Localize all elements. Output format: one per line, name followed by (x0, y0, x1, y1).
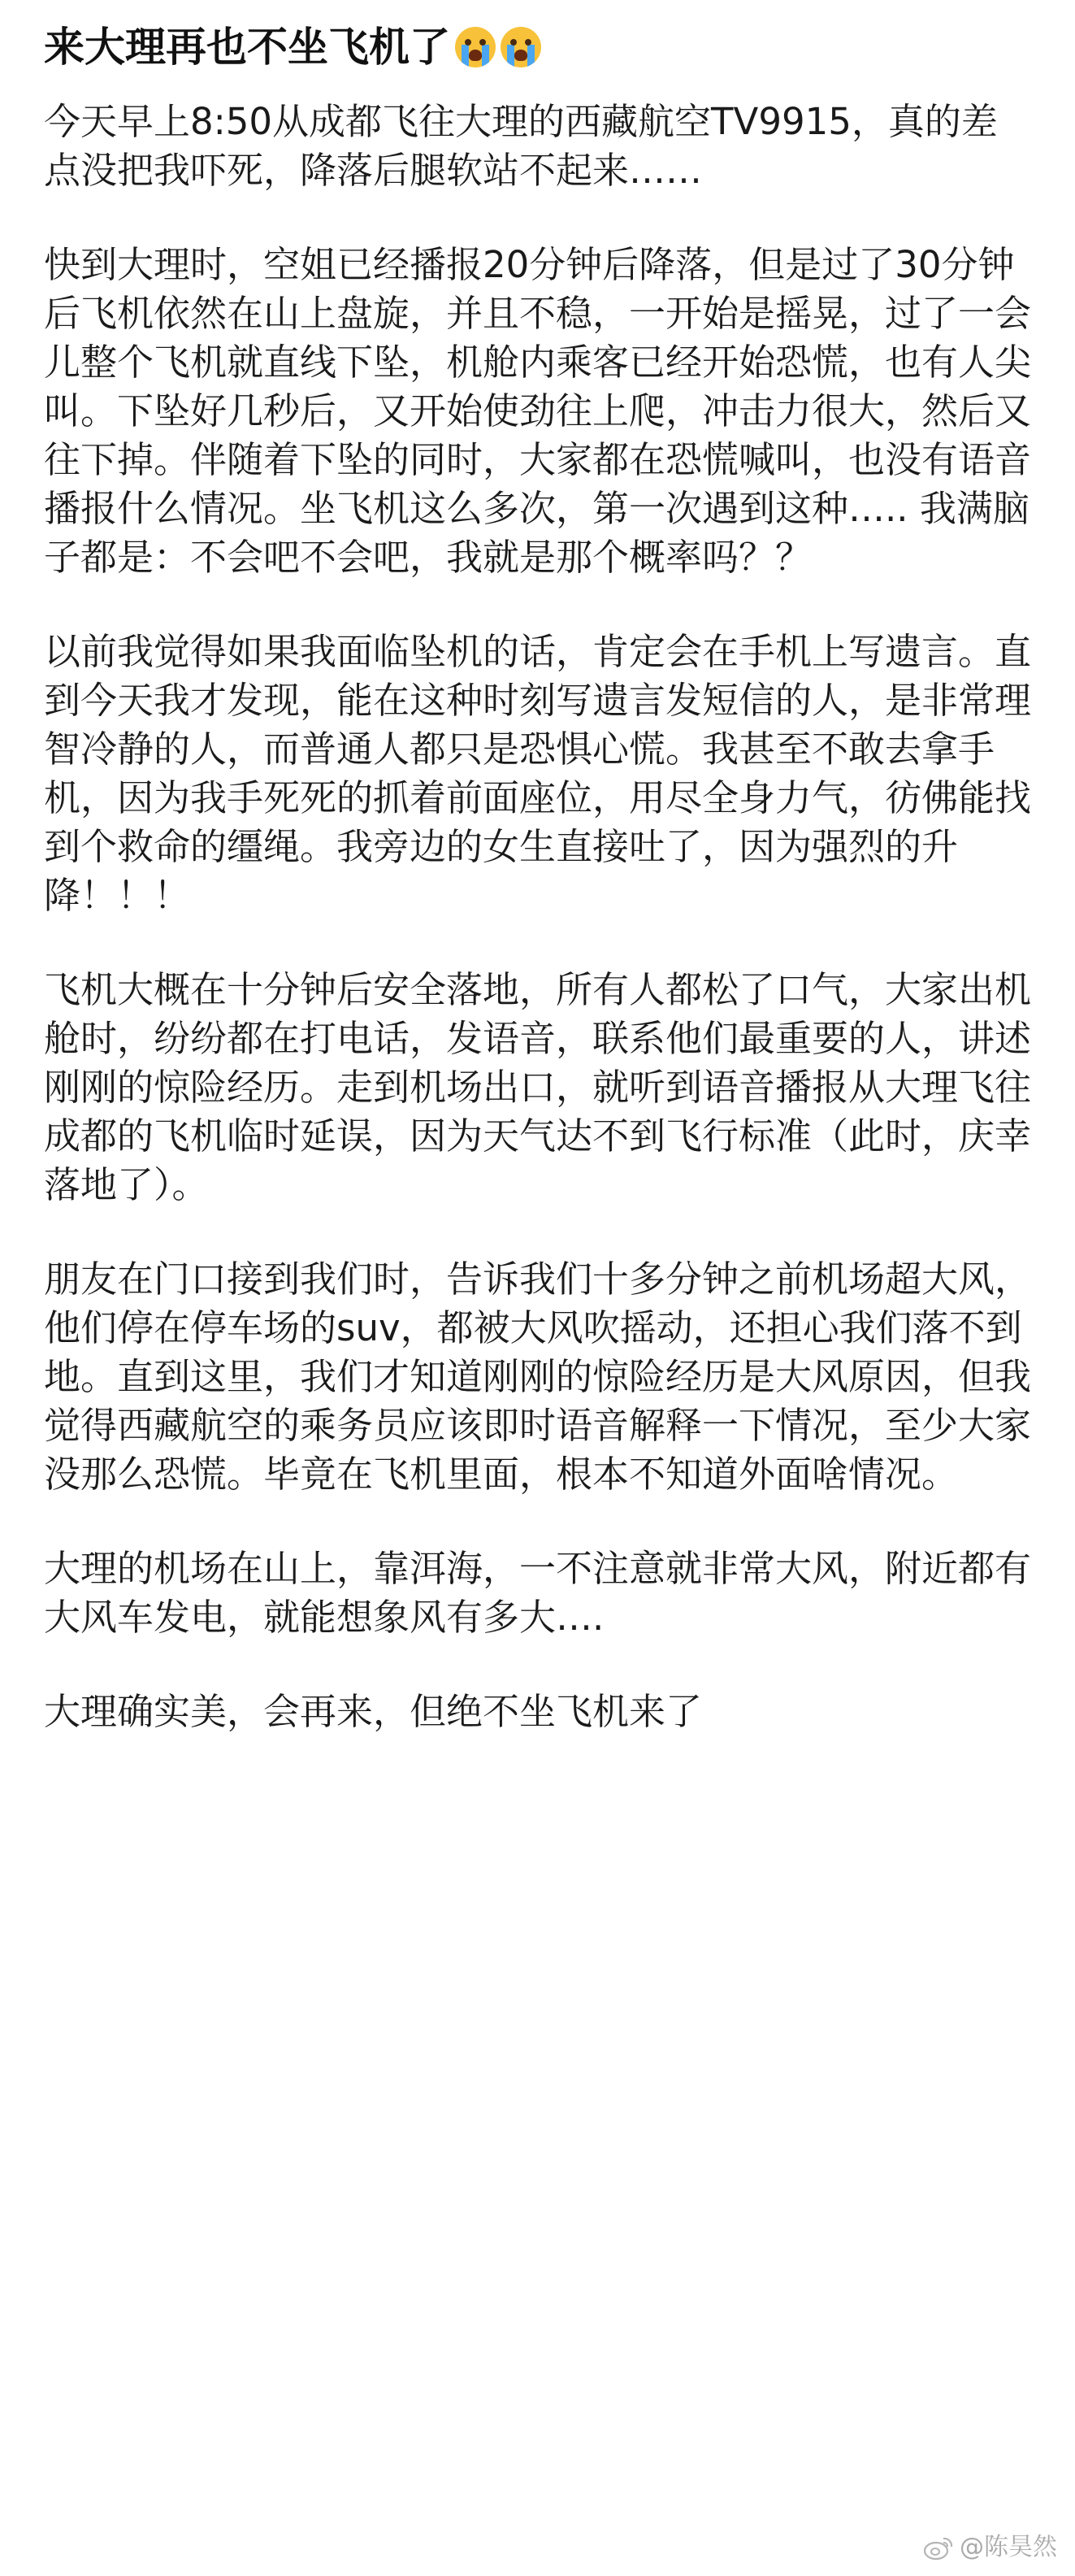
post-paragraph: 今天早上8:50从成都飞往大理的西藏航空TV9915，真的差点没把我吓死，降落后腿软站不起来…… (44, 100, 998, 192)
post-paragraph: 大理确实美，会再来，但绝不坐飞机来了 (44, 1690, 703, 1733)
post-paragraph: 以前我觉得如果我面临坠机的话，肯定会在手机上写遗言。直到今天我才发现，能在这种时刻写遗言发短信的人，是非常理智冷静的人，而普通人都只是恐惧心慌。我甚至不敢去拿手机，因为我手死死的抓着前面座位，用尽全身力气，彷佛能找到个救命的缰绳。我旁边的女生直接吐了，因为强烈的升降！！！ (44, 630, 1032, 917)
post-paragraph: 大理的机场在山上，靠洱海，一不注意就非常大风，附近都有大风车发电，就能想象风有多大…. (44, 1547, 1032, 1639)
post-paragraph: 快到大理时，空姐已经播报20分钟后降落，但是过了30分钟后飞机依然在山上盘旋，并且不稳，一开始是摇晃，过了一会儿整个飞机就直线下坠，机舱内乘客已经开始恐慌，也有人尖叫。下坠好几秒后，又开始使劲往上爬，冲击力很大，然后又往下掉。伴随着下坠的同时，大家都在恐慌喊叫，也没有语音播报什么情况。坐飞机这么多次，第一次遇到这种….. 我满脑子都是：不会吧不会吧，我就是那个概率吗？？ (44, 243, 1032, 579)
weibo-watermark (922, 2534, 1057, 2561)
post-paragraph: 朋友在门口接到我们时，告诉我们十多分钟之前机场超大风，他们停在停车场的suv，都被大风吹摇动，还担心我们落不到地。直到这里，我们才知道刚刚的惊险经历是大风原因，但我觉得西藏航空的乘务员应该即时语音解释一下情况，至少大家没那么恐慌。毕竟在飞机里面，根本不知道外面啥情况。 (44, 1258, 1032, 1496)
post-paragraph: 飞机大概在十分钟后安全落地，所有人都松了口气，大家出机舱时，纷纷都在打电话，发语音，联系他们最重要的人，讲述刚刚的惊险经历。走到机场出口，就听到语音播报从大理飞往成都的飞机临时延误，因为天气达不到飞行标准（此时，庆幸落地了）。 (44, 968, 1032, 1206)
weibo-icon (922, 2534, 955, 2561)
weibo-post (44, 0, 1031, 1736)
loudly-crying-face-icon (455, 27, 496, 67)
loudly-crying-face-icon (501, 27, 541, 67)
watermark-username: @陈昊然 (960, 2533, 1057, 2561)
post-title (44, 0, 1031, 80)
post-title-text: 来大理再也不坐飞机了 (44, 24, 450, 71)
